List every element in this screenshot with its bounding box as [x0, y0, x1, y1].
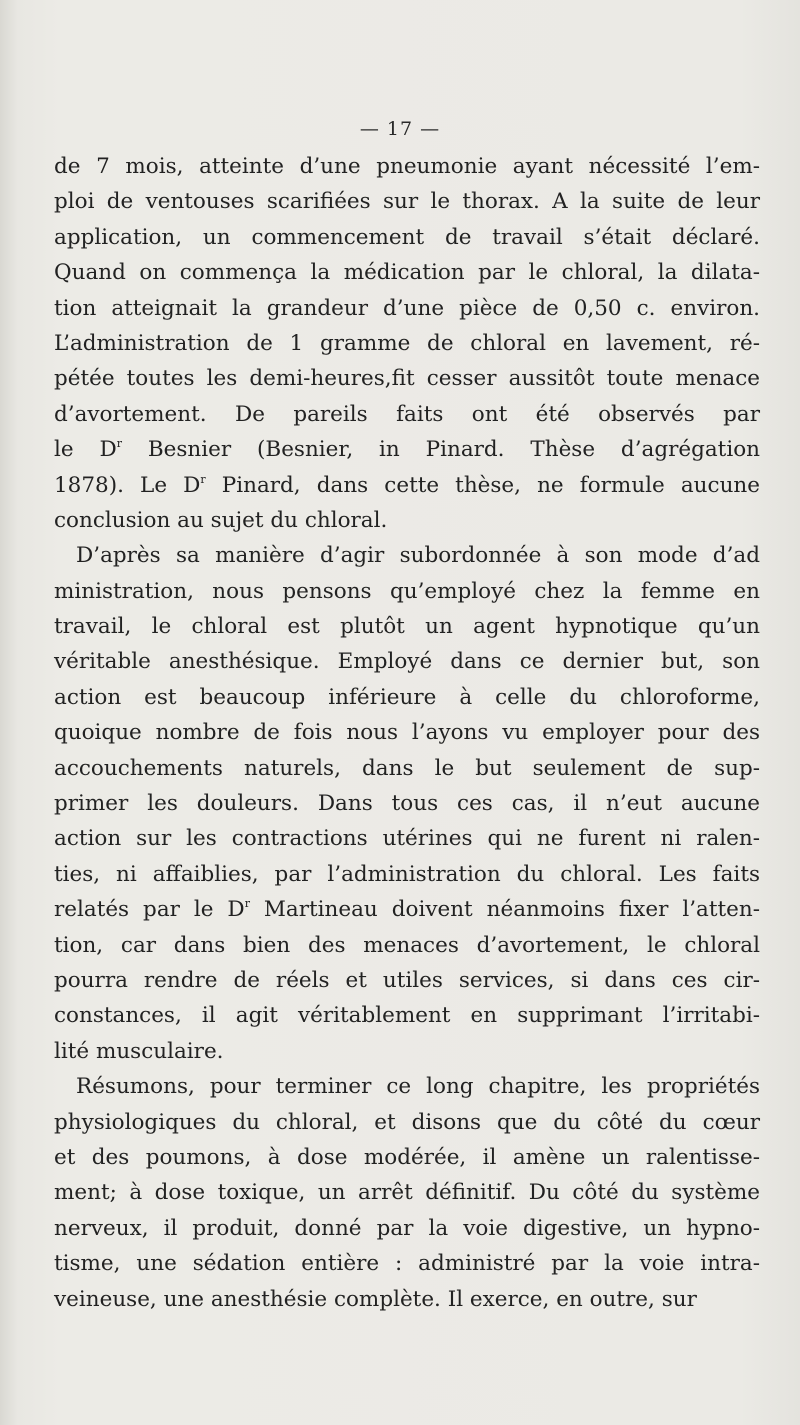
text-line: et des poumons, à dose modérée, il amène un ralentisse-: [54, 1144, 760, 1170]
text-line: conclusion au sujet du chloral.: [54, 507, 388, 533]
text-line: de 7 mois, atteinte d’une pneumonie ayant nécessité l’em-: [54, 154, 760, 179]
text-line: ploi de ventouses scarifiées sur le thorax. A la suite de leur: [54, 189, 760, 215]
text-line: D’après sa manière d’agir subordonnée à son mode d’ad: [76, 543, 760, 569]
text-line: Quand on commença la médication par le chloral, la dilata-: [54, 260, 760, 286]
text-line: pourra rendre de réels et utiles services, si dans ces cir-: [54, 967, 760, 993]
text-line: ties, ni affaiblies, par l’administration du chloral. Les faits: [54, 861, 760, 887]
paragraph: [54, 1069, 760, 1317]
text-line: physiologiques du chloral, et disons que du côté du cœur: [54, 1109, 760, 1135]
text-line: lité musculaire.: [54, 1038, 224, 1064]
text-line: constances, il agit véritablement en supprimant l’irritabi-: [54, 1003, 760, 1029]
text-line: action sur les contractions utérines qui ne furent ni ralen-: [54, 826, 760, 852]
text-line: application, un commencement de travail s’était déclaré.: [54, 224, 760, 250]
text-line: ment; à dose toxique, un arrêt définitif. Du côté du système: [54, 1180, 760, 1206]
page-number: — 17 —: [359, 118, 441, 140]
text-line: veineuse, une anesthésie complète. Il exerce, en outre, sur: [54, 1286, 697, 1312]
text-line: travail, le chloral est plutôt un agent hypnotique qu’un: [54, 614, 760, 640]
text-line: tisme, une sédation entière : administré par la voie intra-: [54, 1251, 760, 1277]
text-line: d’avortement. De pareils faits ont été observés par: [54, 401, 760, 427]
text-line: primer les douleurs. Dans tous ces cas, il n’eut aucune: [54, 791, 760, 817]
text-line: 1878). Le $D^r$ Pinard, dans cette thèse, ne formule aucune: [54, 472, 760, 498]
paragraph: [54, 538, 760, 1069]
text-line: véritable anesthésique. Employé dans ce dernier but, son: [54, 649, 760, 675]
text-line: pétée toutes les demi-heures,fit cesser aussitôt toute menace: [54, 366, 760, 392]
text-line: Résumons, pour terminer ce long chapitre, les propriétés: [76, 1074, 760, 1100]
paragraph: [54, 149, 760, 538]
text-line: ministration, nous pensons qu’employé chez la femme en: [54, 578, 760, 604]
text-line: accouchements naturels, dans le but seulement de sup-: [54, 755, 760, 781]
text-line: tion, car dans bien des menaces d’avortement, le chloral: [54, 932, 760, 958]
text-line: action est beaucoup inférieure à celle du chloroforme,: [54, 684, 760, 710]
text-line: quoique nombre de fois nous l’ayons vu employer pour des: [54, 720, 760, 746]
text-line: relatés par le $D^r$ Martineau doivent néanmoins fixer l’atten-: [54, 897, 760, 923]
text-line: tion atteignait la grandeur d’une pièce de 0,50 c. environ.: [54, 295, 760, 321]
text-line: le $D^r$ Besnier (Besnier, in Pinard. Thèse d’agrégation: [54, 437, 760, 463]
text-line: nerveux, il produit, donné par la voie digestive, un hypno-: [54, 1215, 760, 1241]
body-text: [54, 149, 760, 1317]
text-line: L’administration de 1 gramme de chloral en lavement, ré-: [54, 330, 760, 356]
